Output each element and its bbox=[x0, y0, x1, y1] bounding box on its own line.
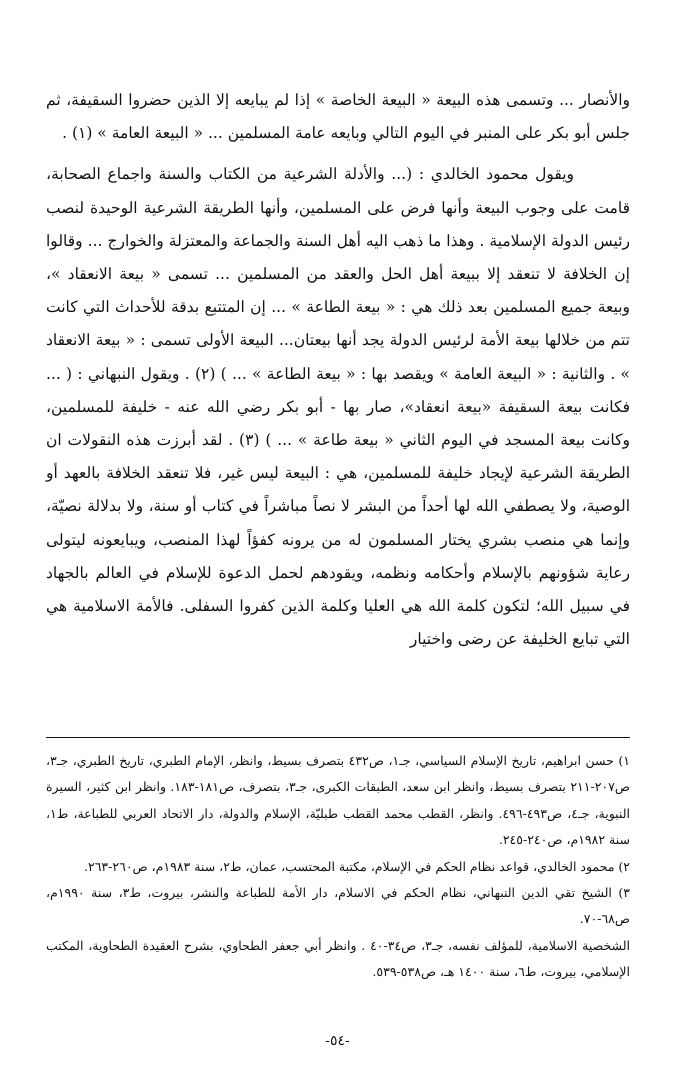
paragraph-1: والأنصار ... وتسمى هذه البيعة « البيعة الخاصة » إذا لم يبايعه إلا الذين حضروا السقيفة، ثم جلس أبو بكر على المنبر في اليوم التالي وبايعه عامة المسلمين ... « البيعة العامة » (١) . bbox=[46, 91, 630, 143]
main-text bbox=[46, 84, 630, 656]
footnote-divider bbox=[46, 737, 630, 738]
footnotes bbox=[46, 748, 630, 986]
footnote-3-continued: الشخصية الاسلامية، للمؤلف نفسه، جـ٣، ص٣٤-٤٠ . وانظر أبي جعفر الطحاوي، بشرح العقيدة الطحاوية، المكتب الإسلامي، بيروت، ط٦، سنة ١٤٠٠ هـ، ص٥٣٨-٥٣٩. bbox=[46, 937, 630, 980]
paragraph-2: ويقول محمود الخالدي : (... والأدلة الشرعية من الكتاب والسنة واجماع الصحابة، قامت على وجوب البيعة وأنها فرض على المسلمين، وأنها الطريقة الشرعية الوحيدة لنصب رئيس الدولة الإسلامية . وهذا ما ذهب اليه أهل السنة والجماعة والمعتزلة والخوارج ... وقالوا إن الخلافة لا تنعقد إلا ببيعة أهل الحل والعقد من المسلمين ... تسمى « بيعة الانعقاد »، وبيعة جميع المسلمين بعد ذلك هي : « بيعة الطاعة » ... إن المتتبع بدقة للأحداث التي كانت تتم من خلالها بيعة الأمة لرئيس الدولة يجد أنها بيعتان... البيعة الأولى تسمى : « بيعة الانعقاد » . والثانية : « البيعة العامة » ويقصد بها : « بيعة الطاعة » ... ) (٢) . ويقول النبهاني : ( ... فكانت بيعة السقيفة «بيعة انعقاد»، صار بها - أبو بكر رضي الله عنه - خليفة للمسلمين، وكانت بيعة المسجد في اليوم الثاني « بيعة طاعة » ... ) (٣) . لقد أبرزت هذه النقولات ان الطريقة الشرعية لإيجاد خليفة للمسلمين، هي : البيعة ليس غير، فلا تنعقد الخلافة بالعهد أو الوصية، ولا يصطفي الله لها أحداً من البشر لا نصاً مباشراً في كتاب أو سنة، ولا بدلالة نصيّة، وإنما هي منصب بشري يختار المسلمون له من يرونه كفؤاً لهذا المنصب، ويبايعونه ليتولى رعاية شؤونهم بالإسلام وأحكامه ونظمه، ويقودهم لحمل الدعوة للإسلام في العالم بالجهاد في سبيل الله؛ لتكون كلمة الله هي العليا وكلمة الذين كفروا السفلى. فالأمة الاسلامية هي التي تبايع الخليفة عن رضى واختيار bbox=[46, 165, 630, 649]
footnote-2: ٢) محمود الخالدي، قواعد نظام الحكم في الإسلام، مكتبة المحتسب، عمان، ط٢، سنة ١٩٨٣م، ص٢٦٠-٢٦٣. bbox=[84, 858, 630, 874]
footnote-1: ١) حسن ابراهيم، تاريخ الإسلام السياسي، جـ١، ص٤٣٢ بتصرف بسيط، وانظر، الإمام الطبري، تاريخ الطبري، جـ٣، ص٢٠٧-٢١١ بتصرف بسيط، وانظر ابن سعد، الطبقات الكبرى، جـ٣، بتصرف، ص١٨١-١٨٣. وانظر ابن كثير، السيرة النبوية، جـ٤، ص٤٩٣-٤٩٦. وانظر، القطب محمد القطب طبليّة، الإسلام والدولة، دار الاتحاد العربي للطباعة، ط١، سنة ١٩٨٢م، ص٢٤٠-٢٤٥. bbox=[46, 753, 630, 848]
footnote-3: ٣) الشيخ تقي الدين النبهاني، نظام الحكم في الاسلام، دار الأمة للطباعة والنشر، بيروت، ط٣، سنة ١٩٩٠م، ص٦٨-٧٠. bbox=[46, 885, 630, 927]
page-number: -٥٤- bbox=[325, 1033, 350, 1049]
